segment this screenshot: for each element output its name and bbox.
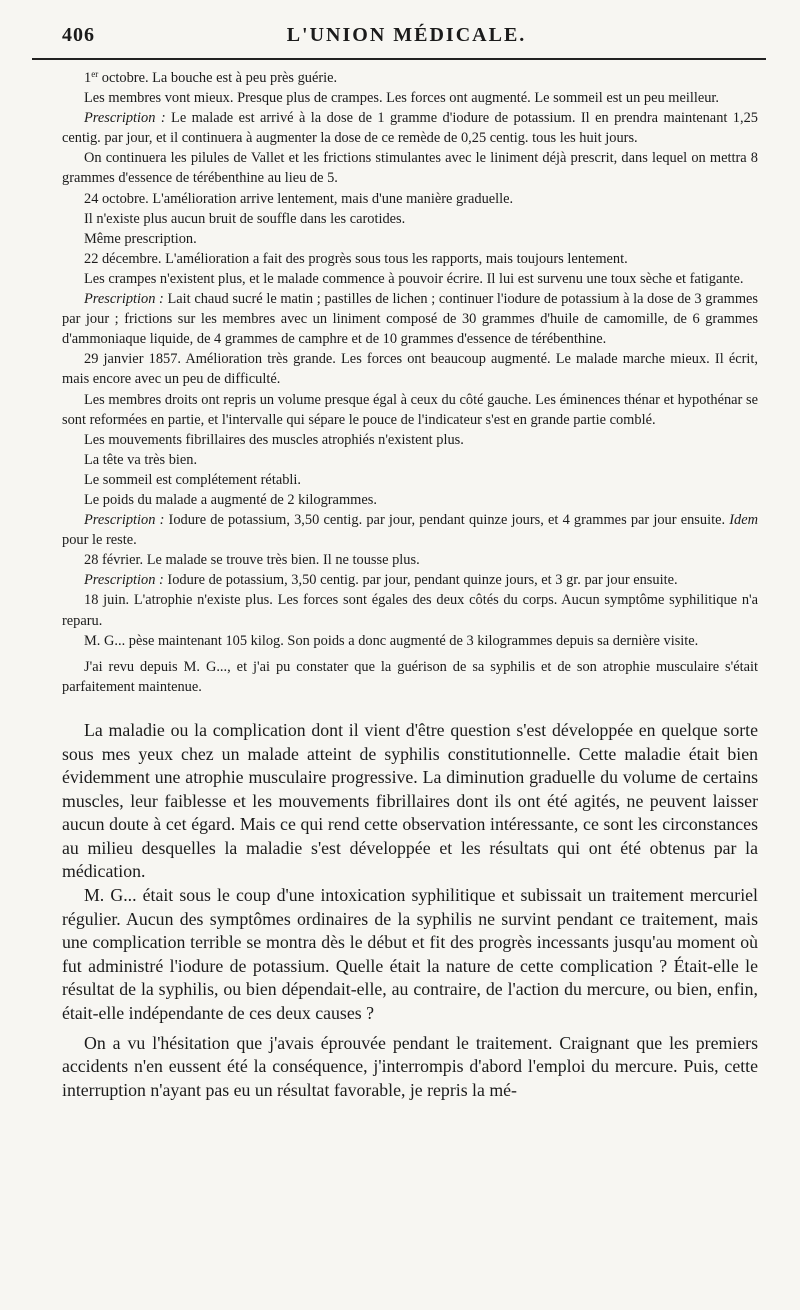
case-note-paragraph	[62, 68, 758, 88]
case-note-paragraph	[62, 249, 758, 269]
italic-text: Prescription :	[84, 572, 164, 589]
paragraph-text: J'ai revu depuis M. G..., et j'ai pu constater que la guérison de sa syphilis et de son atrophie musculaire s'était parfaitement maintenue.	[62, 658, 758, 695]
case-note-paragraph	[62, 470, 758, 490]
commentary-paragraph: La maladie ou la complication dont il vient d'être question s'est développée en quelque sorte sous mes yeux chez un malade atteint de syphilis constitutionnelle. Cette maladie était bien évidemment une atrophie musculaire progressive. La diminution graduelle du volume de certains muscles, leur faiblesse et les mouvements fibrillaires dont ils ont été agités, ne peuvent laisser aucun doute à cet égard. Mais ce qui rend cette observation intéressante, ce sont les circonstances au milieu desquelles la maladie s'est développée et les résultats qui ont été obtenus par la médication.	[62, 719, 758, 882]
paragraph-text: Les mouvements fibrillaires des muscles atrophiés n'existent plus.	[84, 431, 464, 448]
case-note-paragraph	[62, 657, 758, 697]
paragraph-text: On continuera les pilules de Vallet et les frictions stimulantes avec le liniment déjà prescrit, dans lequel on mettra 8 grammes d'essence de térébenthine au lieu de 5.	[62, 150, 758, 187]
commentary-paragraph: On a vu l'hésitation que j'avais éprouvée pendant le traitement. Craignant que les premiers accidents n'en eussent été la conséquence, j'interrompis d'abord l'emploi du mercure. Puis, cette interruption n'ayant pas eu un résultat favorable, je repris la mé-	[62, 1032, 758, 1100]
case-note-paragraph	[62, 269, 758, 289]
italic-text: Prescription :	[84, 291, 164, 308]
case-note-paragraph	[62, 490, 758, 510]
paragraph-text: er	[91, 69, 99, 79]
case-note-paragraph	[62, 148, 758, 188]
paragraph-text: 29 janvier 1857. Amélioration très grande. Les forces ont beaucoup augmenté. Le malade marche mieux. Il écrit, mais encore avec un peu de difficulté.	[62, 351, 758, 388]
paragraph-text: pour le reste.	[62, 532, 137, 549]
paragraph-text: Il n'existe plus aucun bruit de souffle dans les carotides.	[84, 210, 406, 227]
case-notes	[62, 68, 758, 697]
italic-text: Prescription :	[84, 110, 166, 127]
paragraph-text: Les membres droits ont repris un volume presque égal à ceux du côté gauche. Les éminences thénar et hypothénar se sont reformées en partie, et l'intervalle qui sépare le pouce de l'indicateur s'est en grande partie comblé.	[62, 391, 758, 428]
case-note-paragraph	[62, 88, 758, 108]
case-note-paragraph	[62, 349, 758, 389]
paragraph-text: Le poids du malade a augmenté de 2 kilogrammes.	[84, 491, 377, 508]
italic-text: Prescription :	[84, 512, 165, 529]
case-note-paragraph	[62, 450, 758, 470]
page-number: 406	[62, 24, 95, 46]
paragraph-text: Même prescription.	[84, 230, 197, 247]
case-note-paragraph	[62, 390, 758, 430]
case-note-paragraph	[62, 631, 758, 651]
paragraph-text: 18 juin. L'atrophie n'existe plus. Les forces sont égales des deux côtés du corps. Aucun symptôme syphilitique n'a reparu.	[62, 592, 758, 629]
case-note-paragraph	[62, 590, 758, 630]
paragraph-text: octobre. La bouche est à peu près guérie.	[98, 70, 338, 86]
commentary	[62, 719, 758, 1103]
journal-title: L'UNION MÉDICALE.	[286, 24, 527, 46]
paragraph-text: Le malade est arrivé à la dose de 1 gramme d'iodure de potassium. Il en prendra maintenant 1,25 centig. par jour, et il continuera à augmenter la dose de ce remède de 0,25 centig. tous les huit jours.	[62, 110, 758, 147]
case-note-paragraph	[62, 570, 758, 590]
paragraph-text: M. G... pèse maintenant 105 kilog. Son poids a donc augmenté de 3 kilogrammes depuis sa dernière visite.	[84, 632, 699, 649]
case-note-paragraph	[62, 189, 758, 209]
case-note-paragraph	[62, 209, 758, 229]
paragraph-text: 28 février. Le malade se trouve très bien. Il ne tousse plus.	[84, 552, 420, 569]
paragraph-text: Iodure de potassium, 3,50 centig. par jour, pendant quinze jours, et 3 gr. par jour ensuite.	[163, 572, 678, 589]
page-header	[62, 24, 758, 54]
header-rule	[32, 58, 766, 60]
case-note-paragraph	[62, 550, 758, 570]
case-note-paragraph	[62, 229, 758, 249]
paragraph-text: 24 octobre. L'amélioration arrive lentement, mais d'une manière graduelle.	[84, 190, 514, 207]
case-note-paragraph	[62, 108, 758, 148]
case-note-paragraph	[62, 289, 758, 349]
paragraph-text: 1	[84, 70, 92, 86]
paragraph-text: Iodure de potassium, 3,50 centig. par jour, pendant quinze jours, et 4 grammes par jour ensuite.	[164, 512, 730, 529]
case-note-paragraph	[62, 510, 758, 550]
paragraph-text: Les crampes n'existent plus, et le malade commence à pouvoir écrire. Il lui est survenu une toux sèche et fatigante.	[84, 270, 744, 287]
italic-text: Idem	[729, 512, 758, 529]
paragraph-text: Lait chaud sucré le matin ; pastilles de lichen ; continuer l'iodure de potassium à la dose de 3 grammes par jour ; frictions sur les membres avec un liniment composé de 30 grammes d'huile de camomille, de 6 grammes d'ammoniaque liquide, de 4 grammes de camphre et de 10 grammes d'essence de térébenthine.	[62, 291, 759, 348]
commentary-paragraph: M. G... était sous le coup d'une intoxication syphilitique et subissait un traitement mercuriel régulier. Aucun des symptômes ordinaires de la syphilis ne survint pendant ce traitement, mais une complication terrible se montra dès le début et fit des progrès incessants jusqu'au moment où fut administré l'iodure de potassium. Quelle était la nature de cette complication ? Était-elle le résultat de la syphilis, ou bien dépendait-elle, au contraire, de l'action du mercure, ou bien, enfin, était-elle indépendante de ces deux causes ?	[62, 885, 758, 1024]
paragraph-text: Les membres vont mieux. Presque plus de crampes. Les forces ont augmenté. Le sommeil est un peu meilleur.	[84, 90, 720, 107]
paragraph-text: 22 décembre. L'amélioration a fait des progrès sous tous les rapports, mais toujours lentement.	[84, 250, 628, 267]
paragraph-text: Le sommeil est complétement rétabli.	[84, 471, 301, 488]
paragraph-text: La tête va très bien.	[84, 451, 198, 468]
case-note-paragraph	[62, 430, 758, 450]
